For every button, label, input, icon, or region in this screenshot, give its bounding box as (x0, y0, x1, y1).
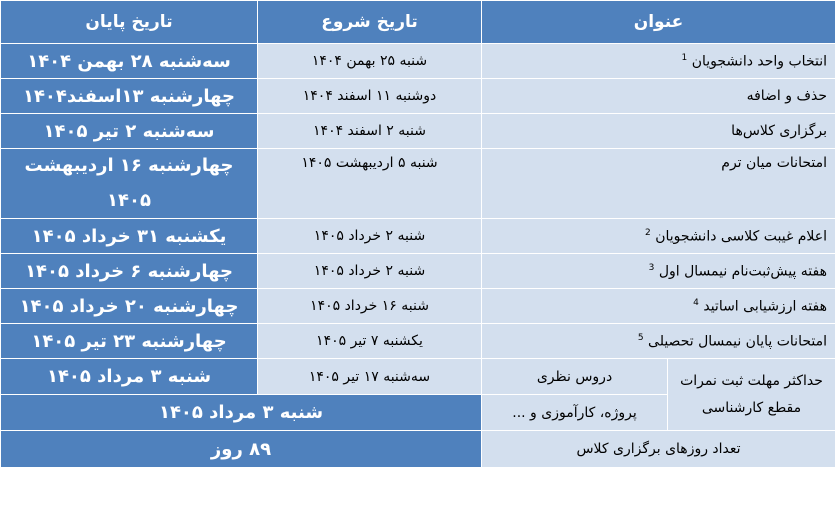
row-start: شنبه ۲ خرداد ۱۴۰۵ (258, 219, 482, 254)
row-end: چهارشنبه ۶ خرداد ۱۴۰۵ (1, 254, 258, 289)
row-start: شنبه ۲۵ بهمن ۱۴۰۴ (258, 44, 482, 79)
deadline-label: حداکثر مهلت ثبت نمرات مقطع کارشناسی (668, 359, 836, 431)
table-row (1, 254, 836, 289)
row-title: حذف و اضافه (482, 79, 836, 114)
deadline-row-theory (1, 359, 836, 395)
theory-end: شنبه ۳ مرداد ۱۴۰۵ (1, 359, 258, 395)
row-title: امتحانات میان ترم (482, 149, 836, 219)
header-start: تاریخ شروع (258, 1, 482, 44)
header-row (1, 1, 836, 44)
theory-label: دروس نظری (482, 359, 668, 395)
table-row (1, 44, 836, 79)
row-start: شنبه ۲ خرداد ۱۴۰۵ (258, 254, 482, 289)
project-end: شنبه ۳ مرداد ۱۴۰۵ (1, 395, 482, 431)
project-label: پروژه، کارآموزی و ... (482, 395, 668, 431)
header-end: تاریخ پایان (1, 1, 258, 44)
table-row (1, 79, 836, 114)
row-start: شنبه ۲ اسفند ۱۴۰۴ (258, 114, 482, 149)
table-row (1, 324, 836, 359)
row-end: یکشنبه ۳۱ خرداد ۱۴۰۵ (1, 219, 258, 254)
row-end: چهارشنبه ۲۳ تیر ۱۴۰۵ (1, 324, 258, 359)
table-row (1, 114, 836, 149)
row-title: امتحانات پایان نیمسال تحصیلی $^5$ (482, 324, 836, 359)
row-end: چهارشنبه ۱۶ اردیبهشت ۱۴۰۵ (1, 149, 258, 219)
row-title: هفته ارزشیابی اساتید $^4$ (482, 289, 836, 324)
total-value: ۸۹ روز (1, 431, 482, 468)
table-row (1, 289, 836, 324)
row-title: اعلام غیبت کلاسی دانشجویان $^2$ (482, 219, 836, 254)
row-end: سه‌شنبه ۲۸ بهمن ۱۴۰۴ (1, 44, 258, 79)
row-end: سه‌شنبه ۲ تیر ۱۴۰۵ (1, 114, 258, 149)
row-start: یکشنبه ۷ تیر ۱۴۰۵ (258, 324, 482, 359)
row-start: دوشنبه ۱۱ اسفند ۱۴۰۴ (258, 79, 482, 114)
total-row (1, 431, 836, 468)
table-row (1, 219, 836, 254)
table-row (1, 149, 836, 219)
row-start: شنبه ۵ اردیبهشت ۱۴۰۵ (258, 149, 482, 219)
row-end: چهارشنبه ۱۳اسفند۱۴۰۴ (1, 79, 258, 114)
row-start: شنبه ۱۶ خرداد ۱۴۰۵ (258, 289, 482, 324)
row-end: چهارشنبه ۲۰ خرداد ۱۴۰۵ (1, 289, 258, 324)
row-title: برگزاری کلاس‌ها (482, 114, 836, 149)
row-title: انتخاب واحد دانشجویان $^1$ (482, 44, 836, 79)
header-title: عنوان (482, 1, 836, 44)
theory-start: سه‌شنبه ۱۷ تیر ۱۴۰۵ (258, 359, 482, 395)
total-label: تعداد روزهای برگزاری کلاس (482, 431, 836, 468)
row-title: هفته پیش‌ثبت‌نام نیمسال اول $^3$ (482, 254, 836, 289)
